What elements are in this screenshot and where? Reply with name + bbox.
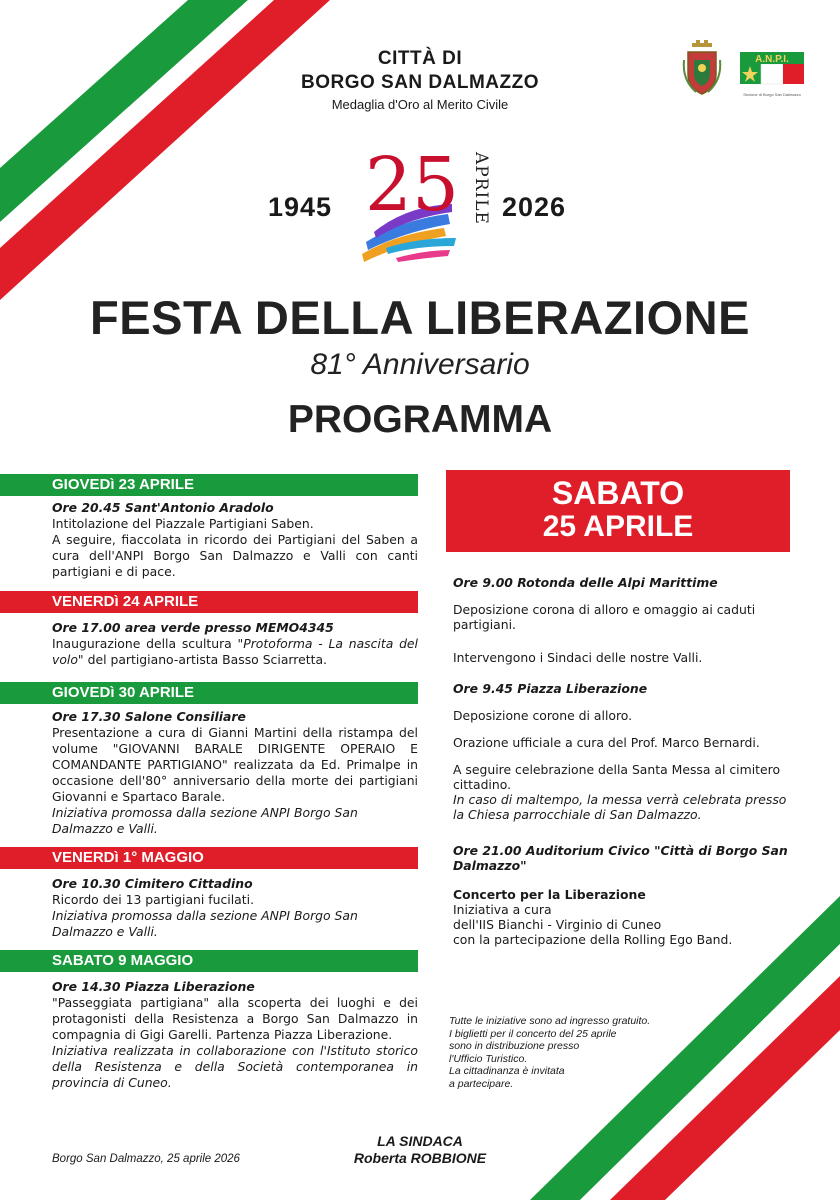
city-header [260, 48, 580, 112]
event-text: Iniziativa a cura [453, 902, 552, 917]
event-heading: Ore 21.00 Auditorium Civico "Città di Borgo San Dalmazzo" [453, 843, 788, 873]
info-note-line: a partecipare. [449, 1077, 514, 1090]
event-text-part: Inaugurazione della scultura [52, 636, 238, 651]
event-note: Iniziativa promossa dalla sezione ANPI Borgo San Dalmazzo e Valli. [52, 805, 358, 836]
event-apr24 [52, 620, 418, 668]
event-text: A seguire celebrazione della Santa Messa al cimitero cittadino. [453, 762, 781, 792]
event-text: Ricordo dei 13 partigiani fucilati. [52, 892, 255, 907]
event-may9 [52, 979, 418, 1091]
info-note-line: Tutte le iniziative sono ad ingresso gratuito. [449, 1015, 651, 1027]
event-text: A seguire, fiaccolata in ricordo dei Partigiani del Saben a cura dell'ANPI Borgo San Dalmazzo e Valli con canti partigiani e di pace. [52, 532, 418, 579]
info-note-line: I biglietti per il concerto del 25 aprile [449, 1027, 617, 1040]
flag-stripes-top-left [0, 0, 333, 300]
event-may1 [52, 876, 418, 940]
event-note: Iniziativa promossa dalla sezione ANPI Borgo San Dalmazzo e Valli. [52, 908, 358, 939]
event-text [52, 636, 418, 668]
event-heading: Ore 20.45 Sant'Antonio Aradolo [52, 500, 274, 515]
saturday-banner-day: SABATO [551, 475, 685, 511]
event-text: Presentazione a cura di Gianni Martini della ristampa del volume "GIOVANNI BARALE DIRIGENTE OPERAIO E COMANDANTE PARTIGIANO" realizzata da Ed. Primalpe in occasione dell'80° anniversario della morte dei partigiani Giovanni e Spartaco Barale. [52, 725, 418, 804]
sat-event-2 [453, 681, 793, 822]
sat-event-1 [453, 575, 793, 665]
event-heading: Ore 14.30 Piazza Liberazione [52, 979, 255, 994]
event-text: Intitolazione del Piazzale Partigiani Saben. [52, 516, 314, 531]
year-start: 1945 [268, 192, 333, 222]
program-title: PROGRAMMA [287, 398, 553, 441]
event-heading: Ore 10.30 Cimitero Cittadino [52, 876, 253, 891]
concert-title: Concerto per la Liberazione [453, 887, 646, 902]
event-text-part: del partigiano-artista Basso Sciarretta. [83, 652, 327, 667]
signature-block [310, 1133, 530, 1167]
day-bar-may1: VENERDì 1° MAGGIO [0, 847, 418, 869]
event-text: con la partecipazione della Rolling Ego Band. [453, 932, 733, 947]
day-bar-apr23: GIOVEDì 23 APRILE [0, 474, 418, 496]
medal-subtitle: Medaglia d'Oro al Merito Civile [331, 97, 509, 112]
event-heading: Ore 17.30 Salone Consiliare [52, 709, 246, 724]
day-bar-may9: SABATO 9 MAGGIO [0, 950, 418, 972]
info-note-line: l'Ufficio Turistico. [449, 1052, 528, 1065]
event-note: Iniziativa realizzata in collaborazione con l'Istituto storico della Resistenza e della Società contemporanea in provincia di Cuneo. [52, 1043, 418, 1090]
anpi-caption: Sezione di Borgo San Dalmazzo [743, 92, 801, 97]
year-end: 2026 [502, 192, 567, 222]
event-text: Deposizione corone di alloro. [453, 708, 633, 723]
event-heading: Ore 9.45 Piazza Liberazione [453, 681, 648, 696]
day-bar-apr30: GIOVEDì 30 APRILE [0, 682, 418, 704]
city-title-line2: BORGO SAN DALMAZZO [300, 72, 540, 93]
main-title: FESTA DELLA LIBERAZIONE [90, 291, 750, 344]
anniversary-subtitle: 81° Anniversario [310, 348, 530, 381]
saturday-banner [446, 470, 790, 552]
sculpture-title: "Protoforma - La nascita del volo" [52, 636, 418, 667]
info-note-line: sono in distribuzione presso [449, 1040, 580, 1052]
info-note [449, 1015, 719, 1090]
event-text: dell'IIS Bianchi - Virginio di Cuneo [453, 917, 662, 932]
event-heading: Ore 9.00 Rotonda delle Alpi Marittime [453, 575, 718, 590]
saturday-banner-date: 25 APRILE [542, 510, 694, 543]
city-title-line1: CITTÀ DI [377, 48, 463, 69]
event-apr23 [52, 500, 418, 580]
signature-name: Roberta ROBBIONE [353, 1150, 487, 1166]
signature-title: LA SINDACA [377, 1133, 463, 1149]
event-text: Orazione ufficiale a cura del Prof. Marco Bernardi. [453, 735, 760, 750]
logo-word: APRILE [471, 152, 491, 225]
event-text: Deposizione corona di alloro e omaggio ai caduti partigiani. [453, 602, 756, 632]
event-text: Intervengono i Sindaci delle nostre Valli. [453, 650, 703, 665]
city-crest-icon [682, 40, 722, 96]
event-apr30 [52, 709, 418, 837]
25-aprile-logo [356, 142, 491, 268]
event-heading: Ore 17.00 area verde presso MEMO4345 [52, 620, 334, 635]
info-note-line: La cittadinanza è invitata [449, 1065, 565, 1077]
anpi-logo-text: A.N.P.I. [755, 54, 789, 65]
sat-event-3 [453, 843, 793, 947]
place-date: Borgo San Dalmazzo, 25 aprile 2026 [52, 1153, 240, 1165]
event-text: "Passeggiata partigiana" alla scoperta dei luoghi e dei protagonisti della Resistenza a Borgo San Dalmazzo in compagnia di Gigi Garelli. Partenza Piazza Liberazione. [52, 995, 418, 1042]
day-bar-apr24: VENERDì 24 APRILE [0, 591, 418, 613]
event-note: In caso di maltempo, la messa verrà celebrata presso la Chiesa parrocchiale di San Dalmazzo. [453, 792, 787, 822]
logo-number: 25 [364, 142, 460, 228]
